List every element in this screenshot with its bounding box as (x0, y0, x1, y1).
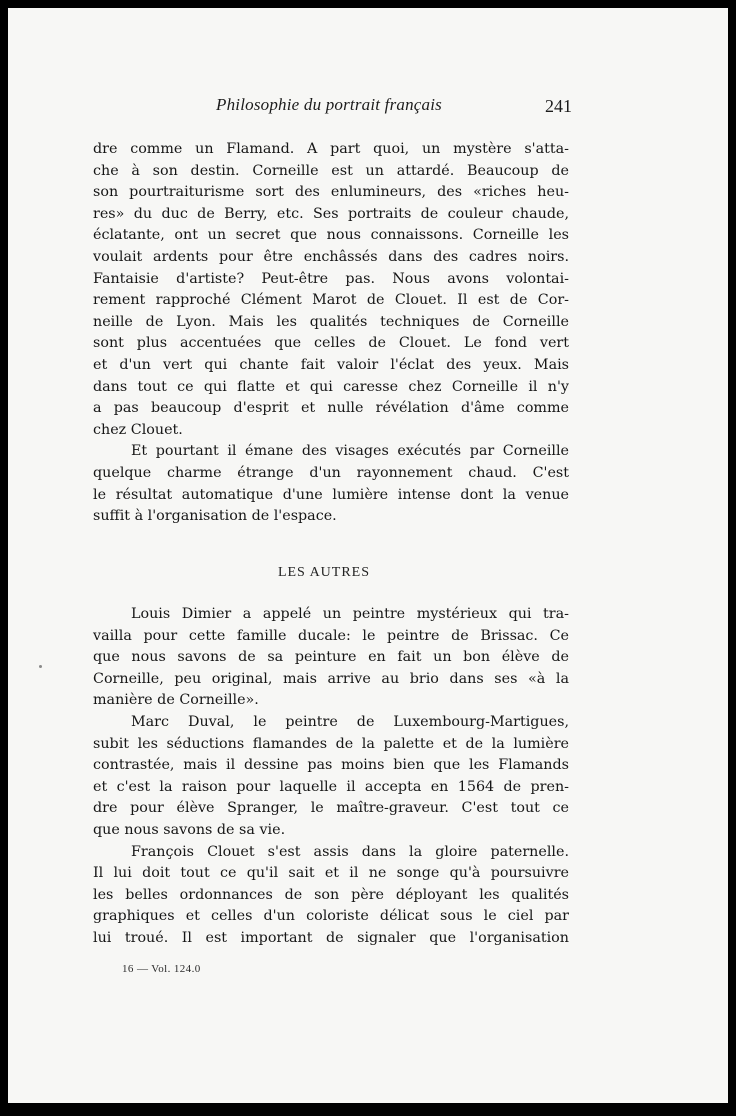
paper-speck (39, 665, 42, 668)
text-line: Il lui doit tout ce qu'il sait et il ne songe qu'à poursuivre (93, 865, 569, 882)
paragraph (93, 604, 569, 712)
text-line: rement rapproché Clément Marot de Clouet. Il est de Cor- (93, 292, 569, 309)
text-line: dans tout ce qui flatte et qui caresse chez Corneille il n'y (93, 378, 569, 395)
text-line: Corneille, peu original, mais arrive au brio dans ses «à la (93, 670, 569, 687)
section-heading: LES AUTRES (277, 565, 371, 580)
text-line: Louis Dimier a appelé un peintre mystérieux qui tra- (131, 606, 569, 622)
text-line: suffit à l'organisation de l'espace. (93, 508, 337, 525)
text-line: son pourtraiturisme sort des enlumineurs, des «riches heu- (93, 184, 569, 201)
text-line: et d'un vert qui chante fait valoir l'éclat des yeux. Mais (93, 356, 569, 373)
text-line: Fantaisie d'artiste? Peut-être pas. Nous avons volontai- (93, 270, 569, 287)
running-title: Philosophie du portrait français (216, 95, 442, 114)
text-line: les belles ordonnances de son père déployant les qualités (93, 886, 569, 903)
paragraph (93, 139, 569, 441)
paragraph (93, 441, 569, 527)
text-line: et c'est la raison pour laquelle il accepta en 1564 de pren- (93, 778, 569, 795)
page-number: 241 (545, 96, 572, 116)
text-line: manière de Corneille». (93, 692, 259, 709)
text-line: le résultat automatique d'une lumière intense dont la venue (93, 486, 569, 503)
text-line: res» du duc de Berry, etc. Ses portraits de couleur chaude, (93, 205, 569, 222)
text-line: che à son destin. Corneille est un attardé. Beaucoup de (93, 162, 569, 179)
text-line: a pas beaucoup d'esprit et nulle révélation d'âme comme (93, 400, 569, 417)
text-line: Et pourtant il émane des visages exécutés par Corneille (131, 443, 569, 460)
text-line: que nous savons de sa vie. (93, 821, 286, 838)
text-line: que nous savons de sa peinture en fait un bon élève de (93, 649, 569, 666)
text-line: voulait ardents pour être enchâssés dans des cadres noirs. (93, 248, 569, 265)
text-line: dre comme un Flamand. A part quoi, un mystère s'atta- (93, 141, 569, 157)
body-text-bottom (93, 604, 569, 950)
text-line: lui troué. Il est important de signaler que l'organisation (93, 929, 569, 946)
text-line: neille de Lyon. Mais les qualités techniques de Corneille (93, 313, 569, 330)
text-line: vailla pour cette famille ducale: le peintre de Brissac. Ce (93, 627, 569, 644)
text-line: éclatante, ont un secret que nous connaissons. Corneille les (93, 227, 569, 244)
printer-signature: 16 — Vol. 124.0 (122, 963, 201, 975)
text-line: graphiques et celles d'un coloriste délicat sous le ciel par (93, 908, 569, 925)
text-line: Marc Duval, le peintre de Luxembourg-Martigues, (131, 713, 569, 730)
text-line: quelque charme étrange d'un rayonnement chaud. C'est (93, 464, 569, 481)
text-line: contrastée, mais il dessine pas moins bien que les Flamands (93, 757, 569, 774)
text-line: dre pour élève Spranger, le maître-graveur. C'est tout ce (93, 800, 569, 817)
paragraph (93, 842, 569, 950)
text-line: sont plus accentuées que celles de Clouet. Le fond vert (93, 335, 569, 352)
body-text-top (93, 139, 569, 528)
book-page (8, 8, 728, 1103)
text-line: chez Clouet. (93, 421, 183, 438)
page-header (8, 95, 728, 119)
paragraph (93, 712, 569, 842)
text-line: subit les séductions flamandes de la palette et de la lumière (93, 735, 569, 752)
text-line: François Clouet s'est assis dans la gloire paternelle. (131, 843, 569, 860)
